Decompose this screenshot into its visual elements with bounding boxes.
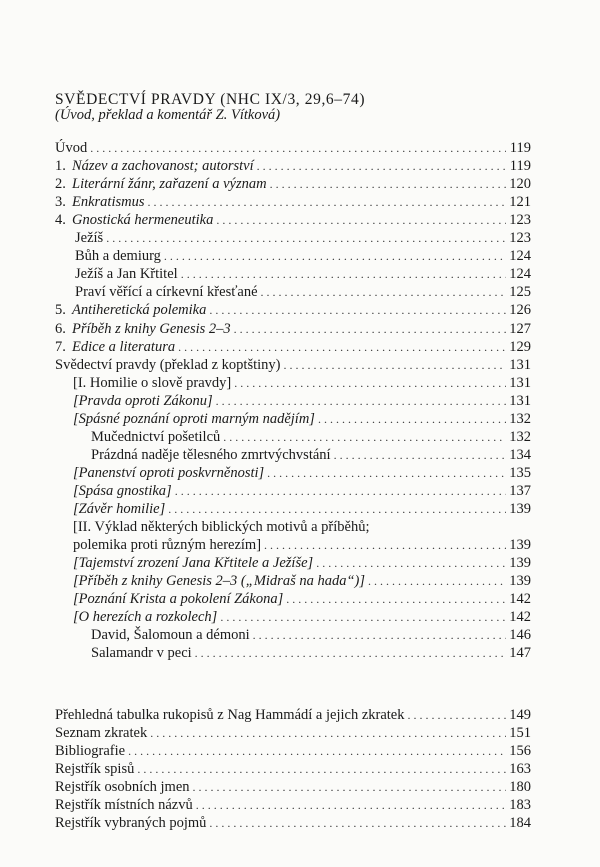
page-number: 183 — [509, 797, 531, 813]
dot-leader — [234, 374, 506, 392]
page-number: 131 — [509, 392, 531, 409]
dot-leader — [234, 320, 506, 338]
dot-leader — [209, 814, 506, 832]
entry-label: Edice a literatura — [72, 338, 176, 355]
dot-leader — [195, 644, 506, 662]
dot-leader — [178, 338, 506, 356]
page-number: 147 — [509, 645, 531, 662]
entry-number: 5. — [55, 302, 66, 319]
toc-entry — [55, 356, 531, 374]
entry-label: [Pravda oproti Zákonu] — [73, 392, 213, 409]
entry-label: Gnostická hermeneutika — [72, 212, 214, 229]
appendix-entry — [55, 706, 531, 724]
toc-entry — [55, 211, 531, 229]
entry-label: [II. Výklad některých biblických motivů a příběhů; — [73, 519, 370, 536]
page-number: 135 — [509, 464, 531, 481]
page-number: 131 — [509, 356, 531, 373]
page-number: 139 — [509, 537, 531, 554]
dot-leader — [286, 590, 506, 608]
toc-entry — [55, 464, 531, 482]
page-number: 119 — [509, 158, 531, 175]
toc-entry — [55, 626, 531, 644]
dot-leader — [316, 554, 506, 572]
entry-label: Rejstřík spisů — [55, 760, 135, 777]
page-number: 121 — [509, 194, 531, 211]
dot-leader — [209, 301, 506, 319]
dot-leader — [334, 446, 506, 464]
page-number: 180 — [509, 778, 531, 795]
entry-label: polemika proti různým herezím] — [73, 537, 262, 554]
entry-label: [Tajemství zrození Jana Křtitele a Ježíše] — [73, 555, 314, 572]
entry-label: David, Šalomoun a démoni — [91, 627, 250, 644]
dot-leader — [267, 464, 506, 482]
entry-label: Ježíš a Jan Křtitel — [75, 266, 178, 283]
toc-entry — [55, 175, 531, 193]
page-number: 137 — [509, 482, 531, 499]
toc-entry — [55, 392, 531, 410]
toc-entry — [55, 482, 531, 500]
dot-leader — [90, 139, 506, 157]
toc-entry — [55, 518, 531, 536]
page-number: 134 — [509, 446, 531, 463]
entry-label: Rejstřík vybraných pojmů — [55, 815, 207, 832]
toc-entry — [55, 428, 531, 446]
dot-leader — [106, 229, 506, 247]
toc-entry — [55, 446, 531, 464]
appendix-entry — [55, 814, 531, 832]
toc-entry — [55, 301, 531, 319]
toc-entry — [55, 500, 531, 518]
toc-entry — [55, 572, 531, 590]
dot-leader — [175, 482, 506, 500]
page-number: 142 — [509, 609, 531, 626]
dot-leader — [284, 356, 507, 374]
toc-entry — [55, 410, 531, 428]
entry-label: Název a zachovanost; autorství — [72, 158, 254, 175]
section-subtitle: (Úvod, překlad a komentář Z. Vítková) — [55, 107, 281, 123]
appendix-entry — [55, 778, 531, 796]
dot-leader — [150, 724, 506, 742]
appendix-entry — [55, 742, 531, 760]
entry-label: [Příběh z knihy Genesis 2–3 („Midraš na hada“)] — [73, 573, 366, 590]
page-number: 123 — [509, 230, 531, 247]
entry-label: [Závěr homilie] — [73, 501, 166, 517]
entry-label: Praví věřící a církevní křesťané — [75, 284, 258, 301]
page-number: 125 — [509, 284, 531, 301]
entry-label: Rejstřík místních názvů — [55, 797, 193, 813]
dot-leader — [137, 760, 506, 778]
entry-label: Bůh a demiurg — [75, 248, 161, 265]
page-number: 139 — [509, 573, 531, 590]
toc-entry — [55, 536, 531, 554]
page-number: 131 — [509, 374, 531, 391]
entry-label: [O herezích a rozkolech] — [73, 609, 218, 626]
toc-entry — [55, 590, 531, 608]
page-number: 123 — [509, 212, 531, 229]
appendix-entry — [55, 724, 531, 742]
page-number: 126 — [509, 302, 531, 319]
toc-entry — [55, 229, 531, 247]
toc-entry — [55, 644, 531, 662]
entry-label: Literární žánr, zařazení a význam — [72, 176, 267, 193]
page-number: 163 — [509, 760, 531, 777]
dot-leader — [128, 742, 506, 760]
dot-leader — [261, 283, 506, 301]
page-number: 120 — [509, 176, 531, 193]
entry-label: [Poznání Krista a pokolení Zákona] — [73, 591, 284, 608]
page-number: 119 — [509, 140, 531, 156]
dot-leader — [408, 706, 507, 724]
dot-leader — [193, 778, 506, 796]
dot-leader — [318, 410, 506, 428]
toc-entry — [55, 265, 531, 283]
page-number: 151 — [509, 724, 531, 741]
dot-leader — [181, 265, 506, 283]
entry-label: Antiheretická polemika — [72, 302, 207, 319]
page-number: 142 — [509, 591, 531, 608]
entry-label: Rejstřík osobních jmen — [55, 778, 190, 795]
entry-number: 1. — [55, 158, 66, 175]
page-number: 124 — [509, 248, 531, 265]
toc-entry — [55, 338, 531, 356]
toc-entry — [55, 554, 531, 572]
entry-label: Enkratismus — [72, 194, 145, 211]
dot-leader — [223, 428, 506, 446]
dot-leader — [220, 608, 506, 626]
dot-leader — [164, 247, 506, 265]
dot-leader — [368, 572, 506, 590]
appendix-entry — [55, 760, 531, 778]
toc-entry — [55, 157, 531, 175]
appendix-entry — [55, 796, 531, 814]
dot-leader — [168, 500, 506, 518]
entry-number: 4. — [55, 212, 66, 229]
page-number: 156 — [509, 742, 531, 759]
entry-label: Přehledná tabulka rukopisů z Nag Hammádí a jejich zkratek — [55, 706, 405, 723]
entry-number: 2. — [55, 176, 66, 193]
toc-entry — [55, 247, 531, 265]
entry-label: Prázdná naděje tělesného zmrtvýchvstání — [91, 446, 331, 463]
entry-label: Svědectví pravdy (překlad z koptštiny) — [55, 356, 281, 373]
entry-label: Úvod — [55, 140, 88, 156]
page-number: 129 — [509, 338, 531, 355]
page-number: 124 — [509, 266, 531, 283]
toc-entry — [55, 139, 531, 157]
entry-number: 6. — [55, 320, 66, 337]
toc-entry — [55, 193, 531, 211]
dot-leader — [257, 157, 506, 175]
dot-leader — [216, 211, 506, 229]
page-number: 132 — [509, 428, 531, 445]
page-number: 149 — [509, 706, 531, 723]
page-number: 146 — [509, 627, 531, 644]
page-number: 132 — [509, 410, 531, 427]
dot-leader — [216, 392, 506, 410]
entry-label: Ježíš — [75, 230, 104, 247]
entry-label: [I. Homilie o slově pravdy] — [73, 374, 232, 391]
dot-leader — [196, 796, 506, 814]
page-number: 139 — [509, 555, 531, 572]
entry-label: [Spásné poznání oproti marným nadějím] — [73, 410, 315, 427]
entry-label: Salamandr v peci — [91, 645, 192, 662]
dot-leader — [270, 175, 506, 193]
entry-label: [Spása gnostika] — [73, 482, 172, 499]
entry-label: Příběh z knihy Genesis 2–3 — [72, 320, 231, 337]
section-title: SVĚDECTVÍ PRAVDY (NHC IX/3, 29,6–74) — [55, 91, 366, 108]
entry-label: Seznam zkratek — [55, 724, 148, 741]
page-number: 139 — [509, 501, 531, 517]
dot-leader — [148, 193, 507, 211]
entry-label: Mučednictví pošetilců — [91, 428, 221, 445]
toc-entry — [55, 608, 531, 626]
toc-entry — [55, 320, 531, 338]
entry-number: 7. — [55, 338, 66, 355]
dot-leader — [264, 536, 506, 554]
page-number: 127 — [509, 320, 531, 337]
entry-label: [Panenství oproti poskvrněnosti] — [73, 464, 265, 481]
entry-label: Bibliografie — [55, 742, 126, 759]
toc-entry — [55, 374, 531, 392]
page-number: 184 — [509, 815, 531, 832]
toc-entry — [55, 283, 531, 301]
entry-number: 3. — [55, 194, 66, 211]
dot-leader — [253, 626, 506, 644]
